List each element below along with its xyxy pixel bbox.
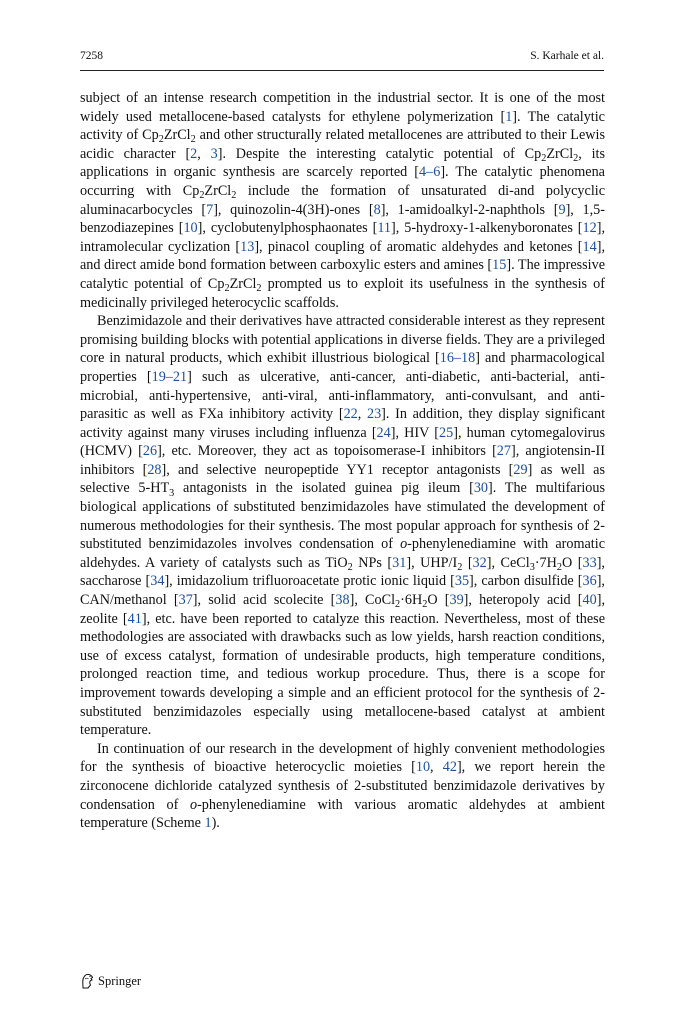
text-run: ], UHP/I [406, 554, 458, 571]
citation-link[interactable]: 9 [558, 201, 566, 218]
paragraph-catalyst-background [80, 89, 605, 312]
citation-link[interactable]: 30 [473, 480, 488, 497]
subscript: 2 [190, 134, 196, 146]
citation-link[interactable]: 22 [343, 406, 358, 423]
text-run: ], carbon disulfide [ [469, 573, 583, 590]
text-run: ). [211, 815, 220, 832]
text-run: ], etc. have been reported to catalyze this reaction. Nevertheless, most of these methodologies are associated with drawbacks such as low yields, harsh reaction conditions, use of excess catalyst, formation of undesirable products, high temperature conditions, prolonged reaction time, and tedious workup procedure. Thus, there is a scope for improvement towards developing a simple and an efficient protocol for the synthesis of 2-substituted benzimidazoles especially using metallocene-based catalyst at ambient temperature. [80, 610, 605, 739]
citation-link[interactable]: 25 [439, 424, 454, 441]
text-run: ], CAN/methanol [ [80, 573, 605, 609]
citation-link[interactable]: 26 [142, 443, 158, 460]
text-run: ], CeCl [486, 554, 530, 571]
citation-link[interactable]: 31 [392, 554, 407, 571]
text-run: ], quinozolin-4(3H)-ones [ [213, 201, 374, 218]
text-run: and other structurally related metallocenes are attributed to their Lewis acidic character [ [80, 127, 605, 162]
citation-link[interactable]: 15 [492, 257, 507, 274]
text-run: ZrCl [546, 145, 574, 162]
text-run: ], CoCl [349, 592, 396, 609]
citation-link[interactable]: 10 [415, 759, 431, 776]
italic-text: o [400, 536, 408, 553]
citation-link[interactable]: 28 [147, 461, 162, 478]
citation-link[interactable]: 24 [376, 424, 391, 441]
subscript: 3 [529, 561, 535, 573]
text-run: -phenylenediamine with aromatic aldehydes. A variety of catalysts such as TiO [80, 536, 605, 571]
text-run: [ [500, 108, 506, 125]
text-run: ZrCl [163, 127, 191, 144]
text-run: ] and pharmacological properties [ [80, 350, 605, 385]
running-header [80, 50, 604, 71]
citation-link[interactable]: 19–21 [151, 368, 188, 385]
subscript: 2 [395, 599, 401, 611]
text-run: ], solid acid scolecite [ [192, 592, 336, 609]
citation-link[interactable]: 33 [582, 554, 597, 571]
text-run: ], etc. Moreover, they act as topoisomerase-I inhibitors [ [157, 443, 497, 460]
text-run: ], 1,5-benzodiazepines [ [80, 201, 605, 237]
text-run: , [357, 406, 367, 423]
citation-link[interactable]: 39 [449, 592, 464, 609]
text-run: ·7H [534, 554, 557, 571]
citation-link[interactable]: 1 [505, 108, 513, 125]
citation-link[interactable]: 12 [582, 220, 597, 237]
text-run: NPs [ [352, 554, 393, 571]
subscript: 2 [573, 152, 579, 164]
citation-link[interactable]: 10 [183, 220, 198, 237]
subscript: 2 [556, 561, 562, 573]
text-run: ], angiotensin-II inhibitors [ [80, 443, 605, 478]
citation-link[interactable]: 37 [178, 592, 193, 609]
subscript: 2 [224, 283, 230, 294]
page-number: 7258 [80, 50, 103, 62]
text-run: ], intramolecular cyclization [ [80, 220, 606, 255]
citation-link[interactable]: 2 [190, 145, 198, 162]
text-run: , [430, 759, 443, 776]
text-run: . The catalytic activity of Cp [80, 108, 605, 144]
springer-horse-icon [80, 973, 94, 989]
citation-link[interactable]: 4–6 [419, 164, 441, 181]
text-run: O [ [427, 592, 450, 609]
text-run: ], saccharose [ [80, 554, 605, 590]
text-run: ], we report herein the zirconocene dichloride catalyzed synthesis of 2-substituted benzimidazole derivatives by condensation of [80, 759, 605, 813]
citation-link[interactable]: 1 [204, 815, 212, 832]
text-run: ], human cytomegalovirus (HCMV) [ [80, 424, 605, 460]
text-run: ]. Despite the interesting catalytic potential of Cp [217, 145, 542, 162]
text-run: ]. The catalytic phenomena occurring with Cp [80, 164, 605, 199]
citation-link[interactable]: 41 [127, 610, 142, 627]
text-run: antagonists in the isolated guinea pig ileum [ [174, 480, 474, 497]
citation-link[interactable]: 8 [373, 201, 381, 218]
article-body [80, 89, 605, 833]
text-run: ] [512, 108, 518, 125]
citation-link[interactable]: 7 [206, 201, 214, 218]
text-run: -phenylenediamine with various aromatic aldehydes at ambient temperature (Scheme [80, 796, 605, 832]
text-run: ], and direct amide bond formation between carboxylic esters and amines [ [80, 238, 606, 274]
text-run: ]. In addition, they display significant activity against many viruses including influenza [ [80, 406, 606, 441]
citation-link[interactable]: 27 [496, 443, 511, 460]
citation-link[interactable]: 29 [513, 461, 528, 478]
citation-link[interactable]: 34 [150, 573, 165, 590]
text-run: ZrCl [229, 275, 257, 292]
citation-link[interactable]: 36 [582, 573, 597, 590]
citation-link[interactable]: 38 [335, 592, 350, 609]
text-run: , [197, 145, 211, 162]
subscript: 2 [422, 599, 428, 611]
text-run: O [ [562, 554, 583, 571]
text-run: ], and selective neuropeptide YY1 receptor antagonists [ [161, 461, 514, 478]
text-run: subject of an intense research competition in the industrial sector. It is one of the most widely used metallocene-based catalysts for ethylene polymerization [80, 90, 605, 125]
citation-link[interactable]: 11 [377, 220, 392, 237]
text-run: ], cyclobutenylphosphaonates [ [197, 220, 378, 237]
citation-link[interactable]: 35 [454, 573, 470, 590]
subscript: 2 [199, 190, 205, 202]
subscript: 2 [347, 561, 353, 573]
paragraph-benzimidazole-review [80, 312, 605, 740]
subscript: 2 [256, 283, 262, 294]
text-run: Benzimidazole and their derivatives have attracted considerable interest as they represent promising building blocks with potential applications in diverse fields. They are a privileged core in natural products, which exhibit illustrious biological [ [80, 313, 605, 367]
subscript: 2 [457, 561, 463, 573]
text-run: ] as well as selective 5-HT [80, 461, 605, 497]
subscript: 2 [158, 134, 164, 146]
citation-link[interactable]: 13 [240, 238, 255, 255]
text-run: ]. The multifarious biological applications of substituted benzimidazoles have stimulated the development of numerous methodologies for their synthesis. The most popular approach for synthesis of 2-substituted benzimidazoles involves condensation of [80, 480, 605, 553]
publisher-name: Springer [98, 973, 142, 988]
text-run: ], zeolite [ [80, 592, 605, 627]
subscript: 3 [169, 487, 175, 499]
text-run: ], pinacol coupling of aromatic aldehydes and ketones [ [254, 238, 583, 255]
text-run: In continuation of our research in the development of highly convenient methodologies for the synthesis of bioactive heterocyclic moieties [ [80, 740, 605, 776]
citation-link[interactable]: 3 [210, 145, 218, 162]
text-run: ], 5-hydroxy-1-alkenyboronates [ [391, 220, 583, 237]
paragraph-present-work [80, 740, 605, 833]
subscript: 2 [231, 190, 237, 202]
text-run: ], HIV [ [390, 424, 440, 441]
text-run: include the formation of unsaturated di-and polycyclic aluminacarbocycles [ [80, 182, 605, 218]
text-run: ], heteropoly acid [ [463, 592, 583, 609]
text-run: prompted us to exploit its usefulness in the synthesis of medicinally privileged heterocyclic scaffolds. [80, 275, 605, 311]
text-run: [ [462, 554, 473, 571]
subscript: 2 [541, 152, 547, 164]
text-run: ]. The impressive catalytic potential of Cp [80, 257, 605, 292]
text-run: ·6H [400, 592, 423, 609]
text-run: ZrCl [204, 182, 232, 199]
citation-link[interactable]: 40 [582, 592, 597, 609]
citation-link[interactable]: 14 [582, 238, 597, 255]
text-run: ], 1-amidoalkyl-2-naphthols [ [380, 201, 559, 218]
citation-link[interactable]: 42 [442, 759, 457, 776]
italic-text: o [189, 796, 198, 813]
text-run: ], imidazolium trifluoroacetate protic ionic liquid [ [164, 573, 455, 590]
running-authors: S. Karhale et al. [530, 50, 604, 62]
publisher-footer [80, 972, 141, 990]
citation-link[interactable]: 32 [472, 554, 487, 571]
text-run: ] such as ulcerative, anti-cancer, anti-diabetic, anti-bacterial, anti-microbial, anti-hypertensive, anti-viral, anti-inflammatory, anti-convulsant, and anti-parasitic as well as FXa inhibitory activity [ [80, 368, 605, 423]
text-run: , its applications in organic synthesis are scarcely reported [ [80, 145, 606, 181]
citation-link[interactable]: 16–18 [439, 350, 476, 367]
citation-link[interactable]: 23 [366, 406, 382, 423]
